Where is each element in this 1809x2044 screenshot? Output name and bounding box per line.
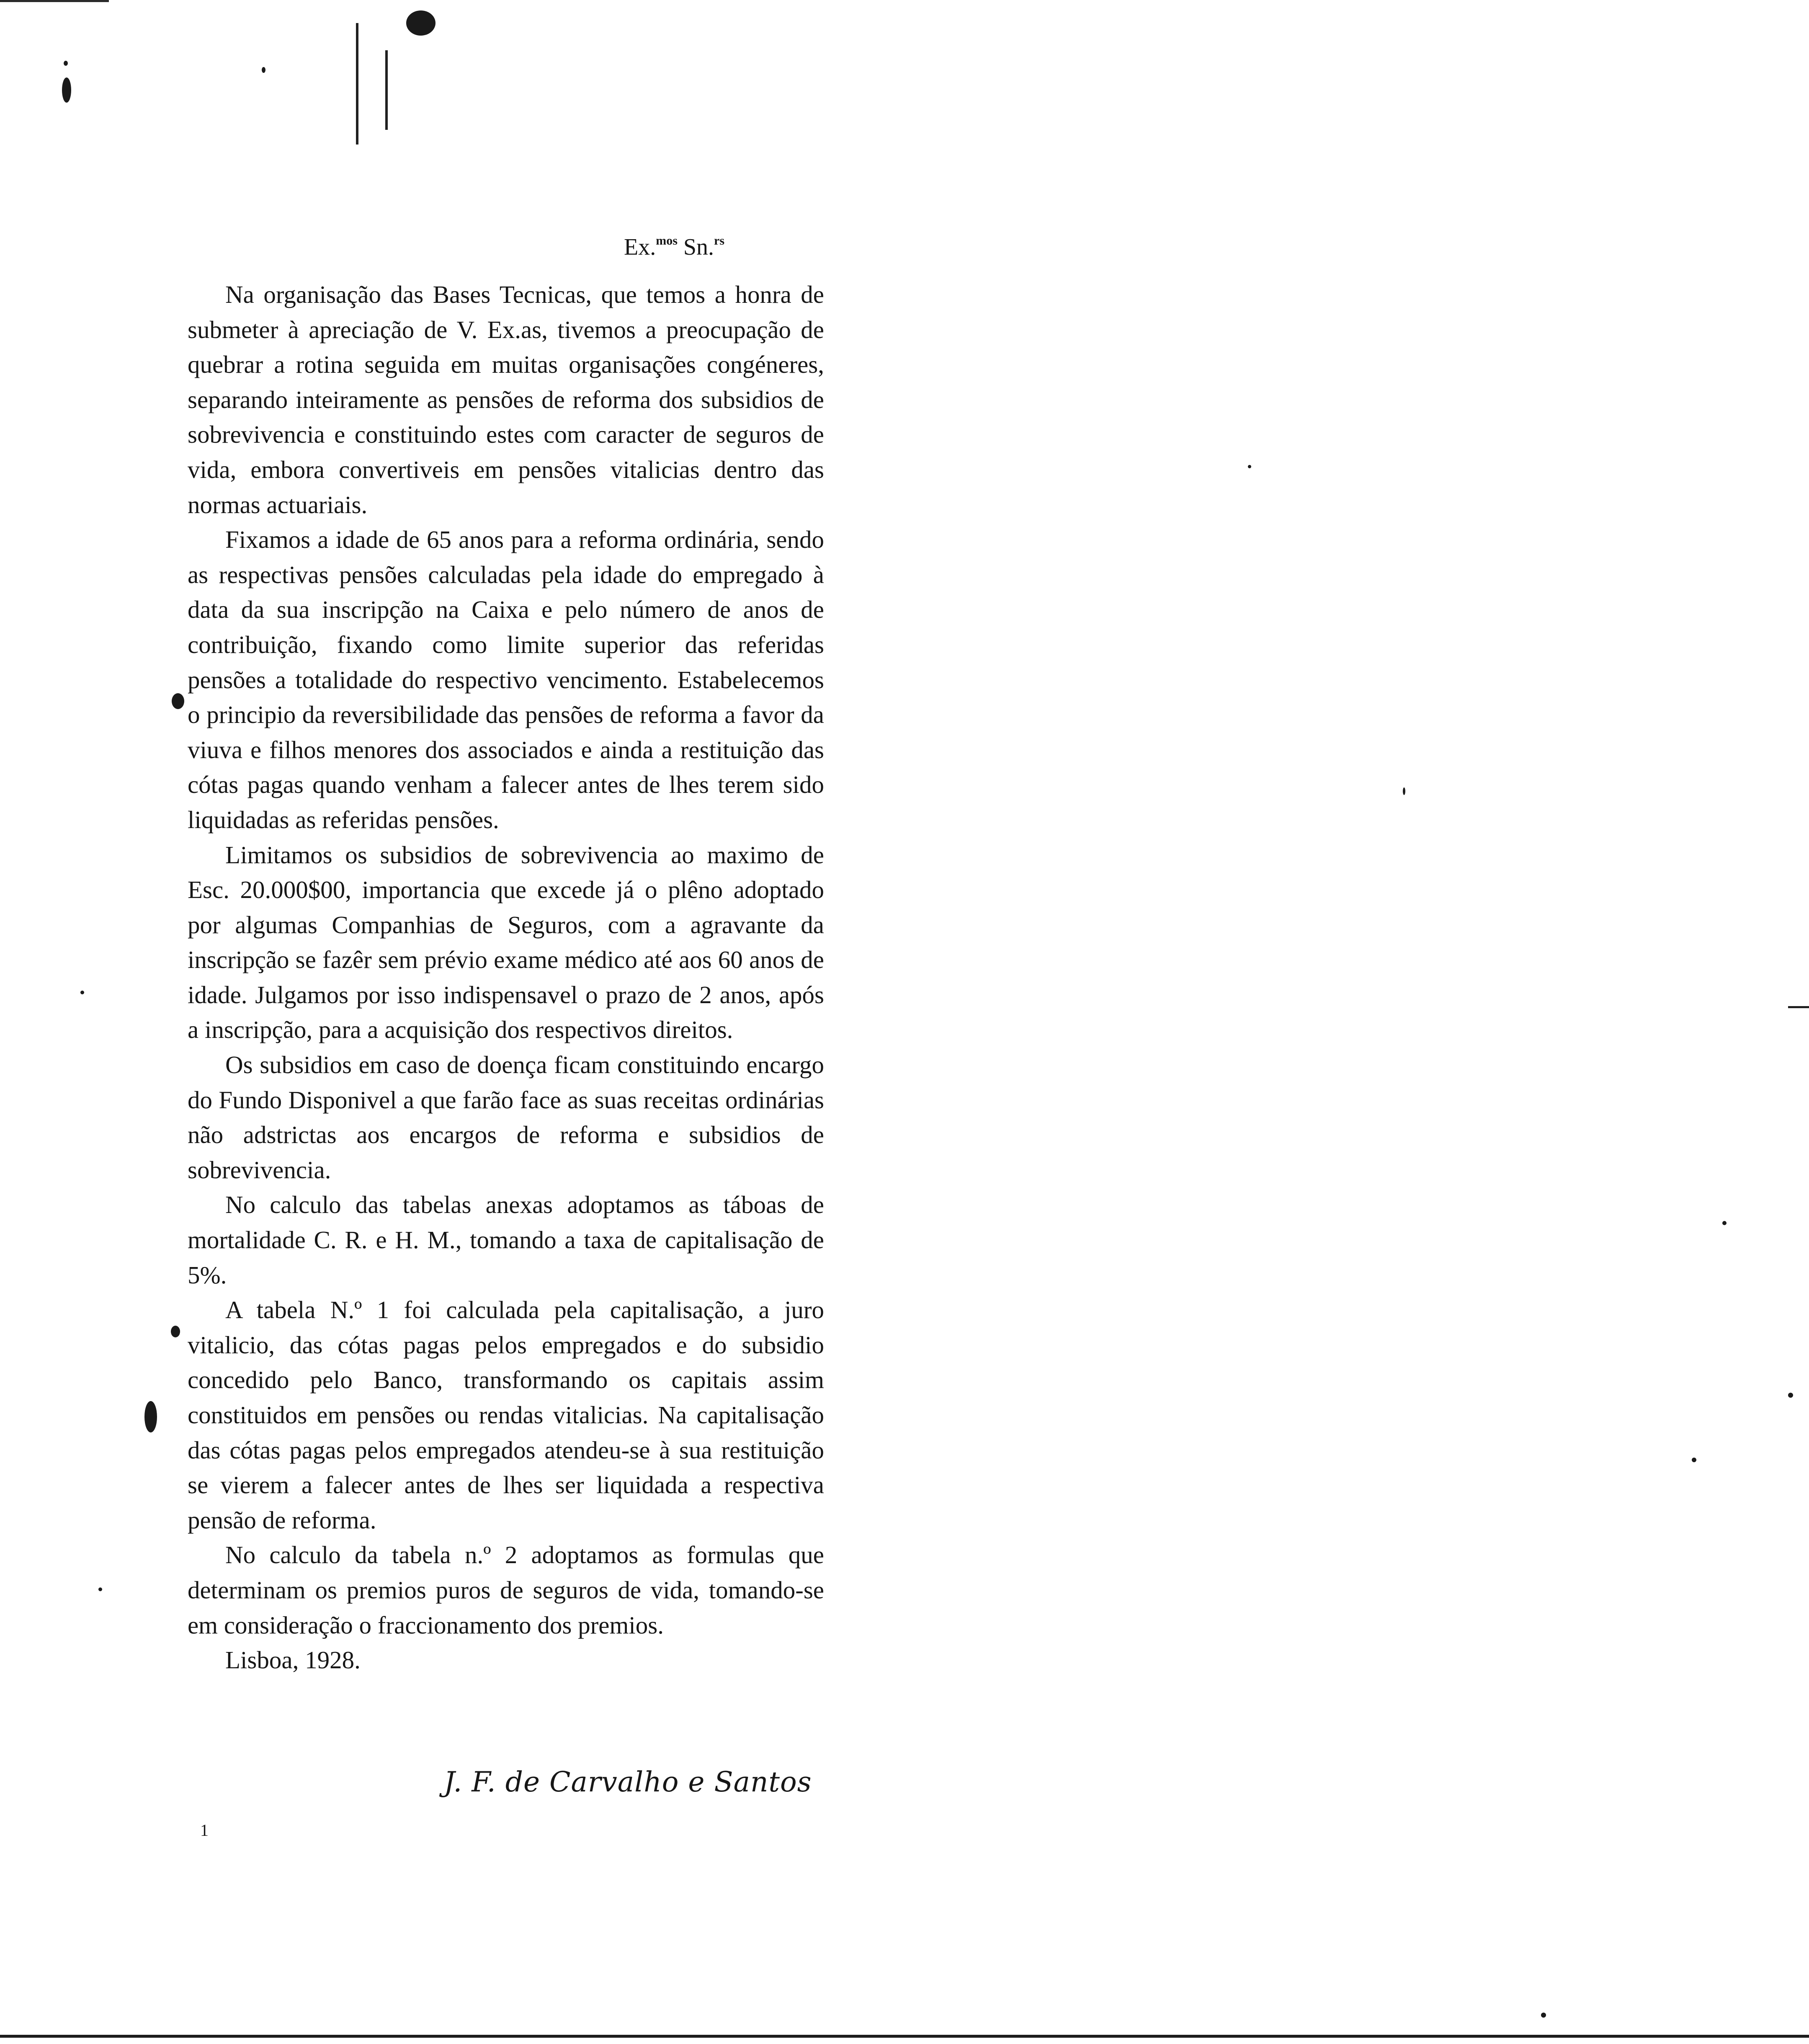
place-and-date: Lisboa, 1928. — [225, 1646, 361, 1674]
paragraph: Limitamos os subsidios de sobrevivencia ao maximo de Esc. 20.000$00, importancia que excede já o plêno adoptado por algumas Companhias de Seguros, com a agravante da inscripção se fazêr sem prévio exame médico até aos 60 anos de idade. Julgamos por isso indispensavel o prazo de 2 anos, após a inscripção, para a acquisição dos respectivos direitos. — [188, 841, 824, 1044]
ink-speck — [1722, 1221, 1727, 1225]
paragraph: Na organisação das Bases Tecnicas, que temos a honra de submeter à apreciação de V. Ex.as, tivemos a preocupação de quebrar a rotina seguida em muitas organisações congéneres, separando inteiramente as pensões de reforma dos subsidios de sobrevivencia e constituindo estes com caracter de seguros de vida, embora convertiveis em pensões vitalicias dentro das normas actuariais. — [188, 281, 824, 519]
scan-edge-mark — [1788, 1006, 1809, 1008]
paragraph: A tabela N.º 1 foi calculada pela capitalisação, a juro vitalicio, das cótas pagas pelos empregados e do subsidio concedido pelo Banco, transformando os capitais assim constituidos em pensões ou rendas vitalicias. Na capitalisação das cótas pagas pelos empregados atendeu-se à sua restituição se vierem a falecer antes de lhes ser liquidada a respectiva pensão de reforma. — [188, 1296, 824, 1534]
signature: J. F. de Carvalho e Santos — [444, 1766, 812, 1798]
ink-speck — [262, 67, 265, 73]
ink-speck — [64, 61, 68, 66]
paragraph: No calculo da tabela n.º 2 adoptamos as formulas que determinam os premios puros de seguros de vida, tomando-se em consideração o fraccionamento dos premios. — [188, 1541, 824, 1639]
binding-mark — [385, 50, 388, 130]
scan-edge-mark — [0, 0, 109, 2]
salutation-prefix: Ex. — [624, 234, 656, 260]
ink-speck — [62, 77, 71, 103]
page-number: 1 — [200, 1821, 209, 1840]
scan-edge-mark — [0, 2035, 1809, 2038]
ink-speck — [1541, 2013, 1546, 2018]
paragraph: Fixamos a idade de 65 anos para a reforma ordinária, sendo as respectivas pensões calculadas pela idade do empregado à data da sua inscripção na Caixa e pelo número de anos de contribuição, fixando como limite superior das referidas pensões a totalidade do respectivo vencimento. Estabelecemos o principio da reversibilidade das pensões de reforma a favor da viuva e filhos menores dos associados e ainda a restituição das cótas pagas quando venham a falecer antes de lhes terem sido liquidadas as referidas pensões. — [188, 526, 824, 834]
ink-speck — [144, 1401, 157, 1432]
ink-speck — [1248, 465, 1251, 468]
ink-speck — [172, 693, 184, 709]
salutation-title-superscript: rs — [714, 234, 725, 248]
ink-speck — [171, 1326, 180, 1337]
ink-speck — [98, 1587, 102, 1591]
letter-body — [188, 277, 824, 1678]
ink-speck — [1403, 787, 1405, 795]
paragraph: Os subsidios em caso de doença ficam constituindo encargo do Fundo Disponivel a que farão face as suas receitas ordinárias não adstrictas aos encargos de reforma e subsidios de sobrevivencia. — [188, 1051, 824, 1184]
salutation — [624, 224, 791, 258]
binding-mark — [356, 23, 358, 145]
ink-speck — [1788, 1393, 1793, 1398]
salutation-title: Sn. — [677, 234, 714, 260]
ink-speck — [1692, 1458, 1696, 1462]
salutation-prefix-superscript: mos — [656, 234, 678, 248]
ink-speck — [80, 991, 84, 994]
paragraph: No calculo das tabelas anexas adoptamos as táboas de mortalidade C. R. e H. M., tomando a taxa de capitalisação de 5%. — [188, 1191, 824, 1289]
ink-blot — [406, 10, 436, 36]
